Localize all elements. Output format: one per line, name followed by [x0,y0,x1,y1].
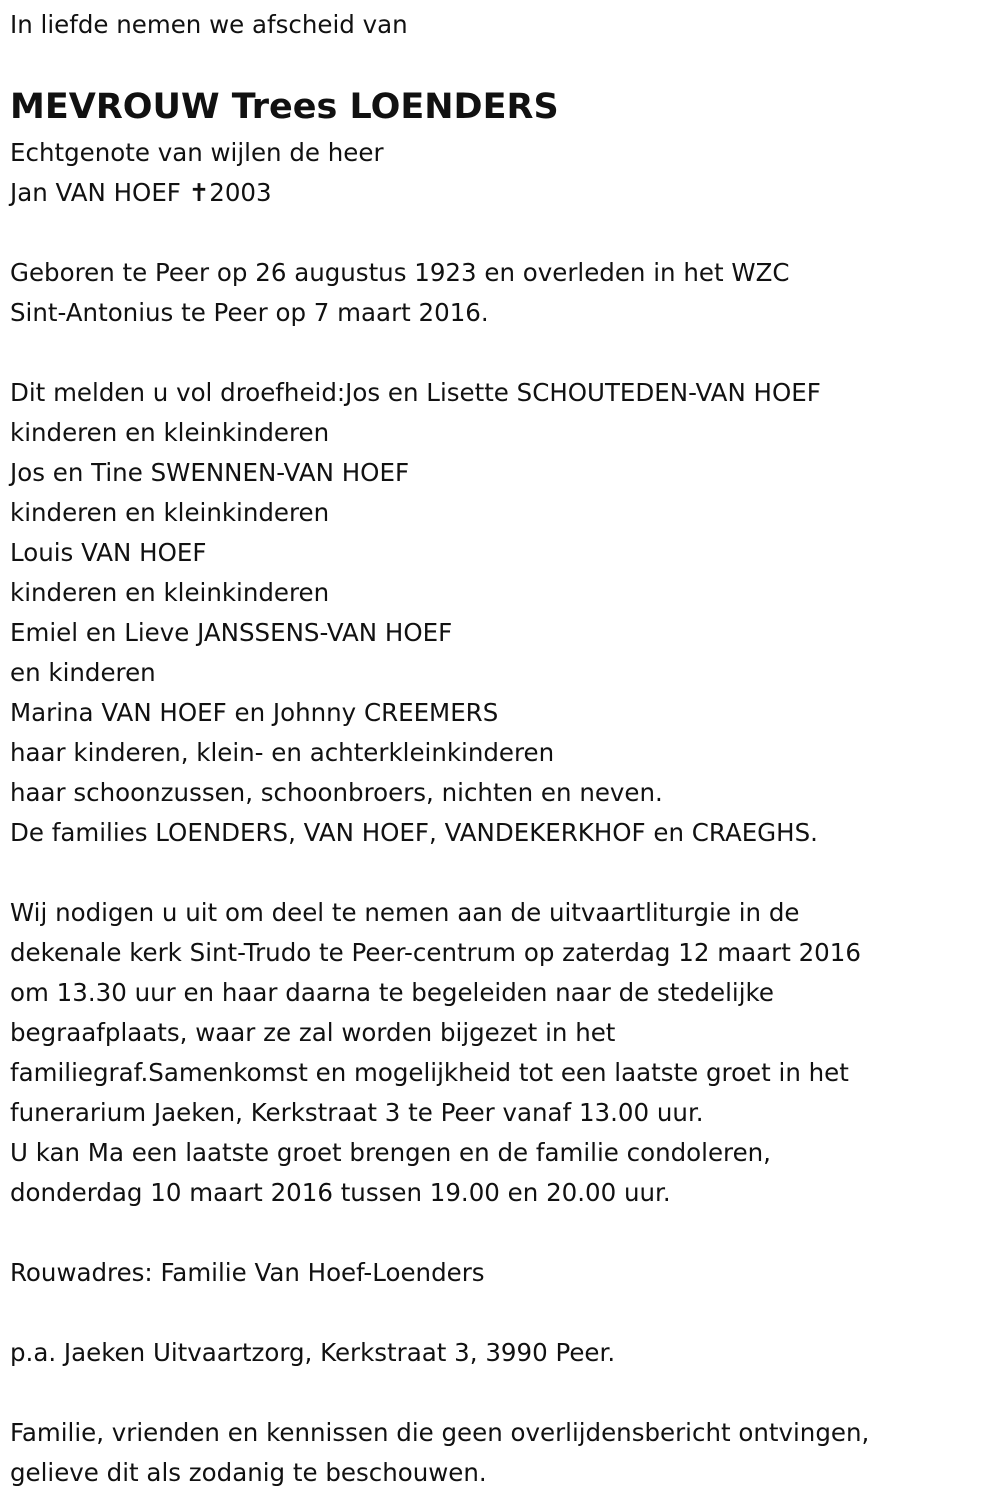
spacer [10,333,990,373]
family-line: en kinderen [10,658,156,687]
spacer [10,1293,990,1333]
spouse-line-1: Echtgenote van wijlen de heer [10,138,384,167]
funeral-line: familiegraf.Samenkomst en mogelijkheid tot een laatste groet in het [10,1058,849,1087]
family-line: Dit melden u vol droefheid:Jos en Lisette SCHOUTEDEN-VAN HOEF [10,378,821,407]
birth-death-paragraph [10,253,990,333]
family-line: Emiel en Lieve JANSSENS-VAN HOEF [10,618,453,647]
deceased-name: MEVROUW Trees LOENDERS [10,87,559,127]
intro-text: In liefde nemen we afscheid van [10,10,408,39]
mourning-address: Rouwadres: Familie Van Hoef-Loenders [10,1258,485,1287]
funeral-line: funerarium Jaeken, Kerkstraat 3 te Peer vanaf 13.00 uur. [10,1098,704,1127]
funeral-line: dekenale kerk Sint-Trudo te Peer-centrum op zaterdag 12 maart 2016 [10,938,861,967]
family-line: kinderen en kleinkinderen [10,418,330,447]
funeral-line: om 13.30 uur en haar daarna te begeleiden naar de stedelijke [10,978,774,1007]
birth-death-line: Sint-Antonius te Peer op 7 maart 2016. [10,298,489,327]
spouse-death-year: 2003 [209,178,272,207]
spouse-line-2 [10,173,990,213]
family-paragraph [10,373,990,853]
spouse-name: Jan VAN HOEF [10,178,189,207]
family-line: De families LOENDERS, VAN HOEF, VANDEKERKHOF en CRAEGHS. [10,818,818,847]
family-line: Louis VAN HOEF [10,538,207,567]
spacer [10,213,990,253]
funeral-line: Wij nodigen u uit om deel te nemen aan de uitvaartliturgie in de [10,898,800,927]
funeral-line: U kan Ma een laatste groet brengen en de familie condoleren, [10,1138,771,1167]
cross-icon: ✝ [188,178,210,207]
funeral-paragraph [10,893,990,1213]
family-line: haar kinderen, klein- en achterkleinkinderen [10,738,555,767]
closing-line: gelieve dit als zodanig te beschouwen. [10,1458,487,1487]
spacer [10,853,990,893]
family-line: kinderen en kleinkinderen [10,578,330,607]
funeral-line: begraafplaats, waar ze zal worden bijgezet in het [10,1018,616,1047]
closing-paragraph [10,1413,990,1493]
spacer [10,1373,990,1413]
funeral-line: donderdag 10 maart 2016 tussen 19.00 en 20.00 uur. [10,1178,671,1207]
spacer [10,1213,990,1253]
care-of-address: p.a. Jaeken Uitvaartzorg, Kerkstraat 3, 3990 Peer. [10,1338,616,1367]
family-line: Marina VAN HOEF en Johnny CREEMERS [10,698,499,727]
family-line: Jos en Tine SWENNEN-VAN HOEF [10,458,410,487]
family-line: kinderen en kleinkinderen [10,498,330,527]
birth-death-line: Geboren te Peer op 26 augustus 1923 en overleden in het WZC [10,258,790,287]
closing-line: Familie, vrienden en kennissen die geen overlijdensbericht ontvingen, [10,1418,870,1447]
family-line: haar schoonzussen, schoonbroers, nichten en neven. [10,778,663,807]
